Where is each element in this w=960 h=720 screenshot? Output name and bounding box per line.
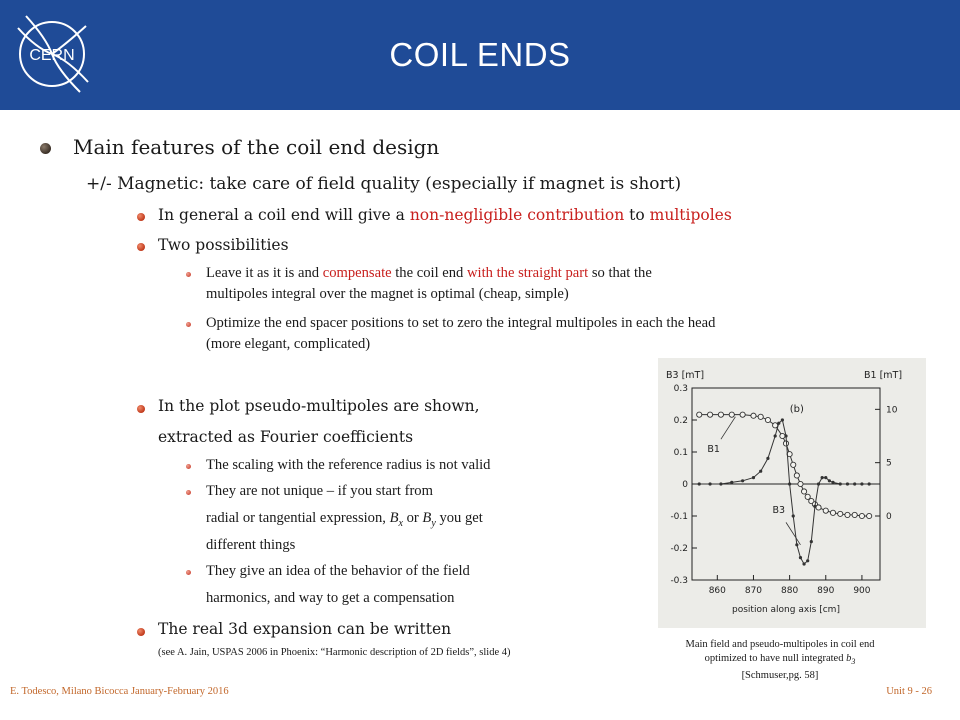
b3-leader: [786, 522, 800, 544]
highlight: multipoles: [649, 206, 732, 224]
bullet-icon: [186, 464, 191, 469]
point-B3: [817, 482, 820, 485]
point-B3: [831, 481, 834, 484]
point-B3: [853, 482, 856, 485]
text: Leave it as it is and: [206, 265, 323, 281]
bullet-icon: [186, 570, 191, 575]
point-B1: [845, 512, 850, 517]
point-B1: [751, 413, 756, 418]
x-tick-label: 880: [781, 586, 799, 596]
title-bar: [0, 0, 960, 110]
math-subscript: 3: [851, 657, 856, 667]
scaling-point: The scaling with the reference radius is not valid: [206, 457, 491, 473]
magnetic-point: +/- Magnetic: take care of field quality (especially if magnet is short): [86, 174, 682, 194]
caption-line: Main field and pseudo-multipoles in coil end: [685, 639, 875, 650]
panel-label: (b): [789, 404, 804, 415]
highlight: non-negligible contribution: [409, 206, 625, 224]
point-B3: [730, 481, 733, 484]
y-left-tick-label: 0.1: [673, 448, 688, 458]
highlight: with the straight part: [467, 265, 589, 281]
point-B3: [719, 482, 722, 485]
slide-title: COIL ENDS: [389, 36, 571, 73]
text: to: [624, 206, 650, 224]
x-tick-label: 900: [853, 586, 871, 596]
point-B1: [867, 513, 872, 518]
bullet-icon: [137, 405, 145, 413]
math-symbol: b: [846, 653, 852, 664]
text: so that the: [588, 265, 652, 281]
plot-point: In the plot pseudo-multipoles are shown,: [158, 397, 480, 415]
point-B3: [792, 514, 795, 517]
coil-end-chart: [658, 358, 926, 628]
series-label-B3: B3: [772, 504, 786, 516]
unique-point: They are not unique – if you start from: [206, 483, 433, 499]
y-left-tick-label: -0.3: [670, 576, 688, 586]
point-B3: [839, 482, 842, 485]
bullet-icon: [186, 272, 191, 277]
point-B3: [766, 457, 769, 460]
point-B3: [708, 482, 711, 485]
math-symbol: B: [389, 510, 399, 526]
bullet-icon: [186, 490, 191, 495]
point-B3: [784, 434, 787, 437]
caption-line: [Schmuser,pg. 58]: [741, 670, 819, 682]
point-B1: [729, 412, 734, 417]
unique-point-cont2: different things: [206, 537, 296, 553]
point-B1: [758, 414, 763, 419]
point-B3: [752, 476, 755, 479]
point-B1: [838, 511, 843, 516]
point-B3: [759, 470, 762, 473]
y-left-tick-label: -0.1: [670, 512, 688, 522]
main-point: Main features of the coil end design: [73, 135, 440, 159]
point-B1: [852, 512, 857, 517]
x-tick-label: 890: [817, 586, 835, 596]
caption-line: [630, 652, 930, 669]
point-B3: [810, 540, 813, 543]
bullet-icon: [137, 213, 145, 221]
y-right-tick-label: 0: [886, 512, 892, 522]
series-label-B1: B1: [707, 444, 720, 455]
b1-leader: [721, 417, 735, 439]
x-axis-label: position along axis [cm]: [732, 605, 840, 615]
idea-point: They give an idea of the behavior of the field: [206, 563, 470, 579]
y-right-tick-label: 10: [886, 405, 898, 416]
text: optimized to have null integrated: [704, 653, 847, 664]
figure-panel: [658, 358, 926, 628]
math-symbol: B: [422, 510, 432, 526]
point-B3: [813, 505, 816, 508]
math-subscript: y: [431, 517, 436, 529]
point-B1: [794, 473, 799, 478]
point-B3: [821, 476, 824, 479]
point-B3: [777, 422, 780, 425]
point-B1: [798, 481, 803, 486]
point-B3: [799, 556, 802, 559]
real-expansion-point: The real 3d expansion can be written: [158, 620, 452, 638]
unique-point-cont: [206, 510, 483, 529]
point-B3: [860, 482, 863, 485]
bullet-icon: [137, 628, 145, 636]
point-B1: [830, 510, 835, 515]
point-B3: [828, 479, 831, 482]
idea-point-cont: harmonics, and way to get a compensation: [206, 590, 455, 606]
point-B3: [846, 482, 849, 485]
point-B1: [791, 462, 796, 467]
highlight: compensate: [322, 265, 392, 281]
point-B3: [774, 434, 777, 437]
leave-point-cont: multipoles integral over the magnet is optimal (cheap, simple): [206, 286, 569, 302]
y-right-axis-label: B1 [mT]: [864, 370, 903, 381]
point-B3: [802, 562, 805, 565]
bullet-icon: [137, 243, 145, 251]
text: In general a coil end will give a: [158, 206, 410, 224]
point-B1: [740, 412, 745, 417]
point-B1: [816, 505, 821, 510]
two-possibilities: Two possibilities: [158, 236, 289, 254]
optimize-point: Optimize the end spacer positions to set to zero the integral multipoles in each the head: [206, 315, 716, 331]
bullet-icon: [40, 143, 51, 154]
point-B3: [698, 482, 701, 485]
point-B1: [780, 433, 785, 438]
y-left-tick-label: 0.2: [673, 416, 688, 426]
y-right-tick-label: 5: [886, 458, 892, 469]
point-B3: [795, 543, 798, 546]
point-B1: [823, 508, 828, 513]
point-B3: [781, 418, 784, 421]
y-left-tick-label: 0.3: [673, 384, 688, 394]
bullet-icon: [186, 322, 191, 327]
y-left-axis-label: B3 [mT]: [666, 370, 705, 381]
text: the coil end: [391, 265, 467, 281]
y-left-tick-label: -0.2: [670, 544, 688, 554]
point-B3: [788, 482, 791, 485]
point-B3: [806, 559, 809, 562]
point-B1: [801, 489, 806, 494]
leave-point: [206, 265, 652, 282]
coil-end-point: [158, 206, 732, 224]
reference-note: (see A. Jain, USPAS 2006 in Phoenix: “Harmonic description of 2D fields”, slide 4): [158, 647, 511, 658]
math-subscript: x: [398, 517, 403, 529]
point-B1: [707, 412, 712, 417]
point-B1: [773, 423, 778, 428]
y-left-tick-label: 0: [682, 480, 688, 490]
point-B3: [824, 476, 827, 479]
text: or: [402, 510, 423, 526]
point-B1: [859, 513, 864, 518]
text: you get: [435, 510, 483, 526]
point-B3: [868, 482, 871, 485]
point-B1: [697, 412, 702, 417]
point-B3: [741, 479, 744, 482]
point-B1: [765, 417, 770, 422]
x-tick-label: 860: [708, 586, 726, 596]
x-tick-label: 870: [744, 586, 763, 596]
footer-author: E. Todesco, Milano Bicocca January-February 2016: [10, 686, 229, 697]
text: radial or tangential expression,: [206, 510, 390, 526]
plot-point-cont: extracted as Fourier coefficients: [158, 428, 414, 446]
figure-caption: [630, 638, 930, 683]
point-B1: [718, 412, 723, 417]
footer-page: Unit 9 - 26: [886, 686, 932, 697]
logo-text: CERN: [29, 47, 75, 64]
optimize-point-cont: (more elegant, complicated): [206, 336, 371, 352]
